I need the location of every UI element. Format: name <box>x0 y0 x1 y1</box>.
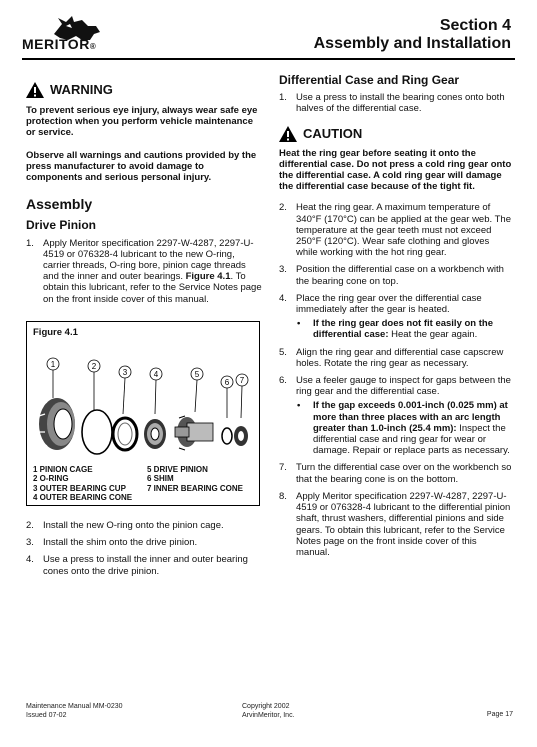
right-column <box>279 75 513 558</box>
step4-bullets <box>296 318 513 340</box>
issue-date: Issued 07-02 <box>26 711 67 719</box>
pinion-exploded-illustration <box>27 336 259 471</box>
footer-manual-info <box>26 703 123 720</box>
callout-3: 3 <box>122 368 128 377</box>
copyright-year: Copyright 2002 <box>242 703 290 710</box>
figure-legend-left <box>33 465 132 502</box>
list-item: 6. Use a feeler gauge to inspect for gaps between the ring gear and the differential case. • If the gap exceeds 0.001-inch (0.025 mm) at more than three places with an arc length greater than 1.0-inch (25.4 mm): Inspect the differential case and ring gear for wear or damage. Repair or replace parts as necessary. <box>279 375 513 456</box>
caution-heading: CAUTION <box>279 126 513 142</box>
pinion-cage-part <box>39 398 75 450</box>
drive-pinion-heading: Drive Pinion <box>26 218 97 233</box>
outer-bearing-cup-part <box>113 418 137 450</box>
warning-triangle-icon <box>26 82 44 98</box>
callout-2: 2 <box>91 362 97 371</box>
list-item: 5. Align the ring gear and differential case capscrew holes. Rotate the ring gear as necessary. <box>279 346 504 369</box>
differential-steps-2 <box>279 202 513 558</box>
outer-bearing-cone-part <box>144 419 166 449</box>
warning-text-1: To prevent serious eye injury, always wear safe eye protection when you perform vehicle maintenance or service. <box>26 105 258 139</box>
legend-item: 2 O-RING <box>33 474 69 484</box>
step6-bullets <box>296 400 513 456</box>
legend-item: 1 PINION CAGE <box>33 465 93 474</box>
list-item: 3. Position the differential case on a workbench with the bearing cone on top. <box>279 264 504 287</box>
drive-pinion-steps-continued <box>26 520 262 577</box>
list-item: 2. Install the new O-ring onto the pinion cage. <box>26 520 224 531</box>
warning-text-2: Observe all warnings and cautions provided by the press manufacturer to avoid damage to components and serious personal injury. <box>26 149 257 184</box>
list-item: 8. Apply Meritor specification 2297-W-4287, 2297-U-4519 or 076328-4 lubricant to the differential pinion shaft, thrust washers, differential pinions and side gears. To obtain this lubricant, refer to the Service Notes page on the front inside cover of this manual. <box>279 490 511 558</box>
list-item: 1. Use a press to install the bearing cones onto both halves of the differential case. <box>279 92 505 115</box>
caution-triangle-icon <box>279 126 297 142</box>
section-name: Assembly and Installation <box>313 35 511 52</box>
callout-1: 1 <box>50 360 56 369</box>
section-number: Section 4 <box>439 17 511 34</box>
footer-copyright <box>242 703 295 720</box>
inner-bearing-cone-part <box>234 426 248 446</box>
assembly-heading: Assembly <box>26 196 93 213</box>
list-item: 2. Heat the ring gear. A maximum temperature of 340°F (170°C) can be applied at the gear web. The temperature at the gear teeth must not exceed 250°F (120°C). Wear safe clothing and gloves while working with the hot ring gear. <box>279 202 511 259</box>
o-ring-part <box>82 410 112 454</box>
list-item: • If the gap exceeds 0.001-inch (0.025 mm) at more than three places with an arc length greater than 1.0-inch (25.4 mm): Inspect the differential case and ring gear for wear or damage. Repair or replace parts as necessary. <box>296 400 513 456</box>
left-column <box>26 82 262 305</box>
callout-7: 7 <box>239 376 245 385</box>
list-item: 3. Install the shim onto the drive pinion. <box>26 537 198 549</box>
manual-number: Maintenance Manual MM-0230 <box>26 703 123 710</box>
drive-pinion-part <box>175 416 213 450</box>
caution-text: Heat the ring gear before seating it onto the differential case. Do not press a cold ring gear onto the differential case. A cold ring gear will damage the differential case because of the tight fit. <box>279 147 512 193</box>
figure-reference: Figure 4.1 <box>185 271 231 283</box>
differential-heading: Differential Case and Ring Gear <box>279 73 460 87</box>
legend-item: 5 DRIVE PINION <box>147 465 208 474</box>
legend-item: 4 OUTER BEARING CONE <box>33 492 133 502</box>
brand-name: MERITOR® <box>22 36 97 52</box>
list-item: 4. Use a press to install the inner and outer bearing cones onto the drive pinion. <box>26 554 248 577</box>
left-column-continued <box>26 520 262 577</box>
warning-heading: WARNING <box>26 82 262 98</box>
callout-6: 6 <box>224 378 230 387</box>
section-title <box>314 17 511 53</box>
legend-item: 7 INNER BEARING CONE <box>147 483 244 493</box>
legend-item: 3 OUTER BEARING CUP <box>33 483 126 493</box>
list-item: 7. Turn the differential case over on the workbench so that the bearing cone is on the bottom. <box>279 462 512 485</box>
list-item: 1. Apply Meritor specification 2297-W-4287, 2297-U-4519 or 076328-4 lubricant to the new O-ring, carrier threads, O-ring bore, pinion cage threads and the inner and outer bearings. Figure 4.1. To obtain this lubricant, refer to the Service Notes page on the front inside cover of this manual. <box>26 237 262 305</box>
shim-part <box>222 428 232 444</box>
list-item: 4. Place the ring gear over the differential case immediately after the gear is heated. • If the ring gear does not fit easily on the differential case: Heat the gear again. <box>279 293 513 341</box>
drive-pinion-steps <box>26 238 262 305</box>
company-name: ArvinMeritor, Inc. <box>242 711 295 719</box>
figure-4-1 <box>26 321 260 506</box>
callout-5: 5 <box>194 370 200 379</box>
legend-item: 6 SHIM <box>147 474 174 484</box>
list-item: • If the ring gear does not fit easily on the differential case: Heat the gear again. <box>296 318 513 340</box>
figure-label: Figure 4.1 <box>33 327 78 338</box>
differential-steps-1 <box>279 92 513 114</box>
header-rule <box>22 58 515 60</box>
figure-legend-right <box>147 465 243 493</box>
page-number: Page 17 <box>486 711 513 718</box>
callout-4: 4 <box>153 370 159 379</box>
